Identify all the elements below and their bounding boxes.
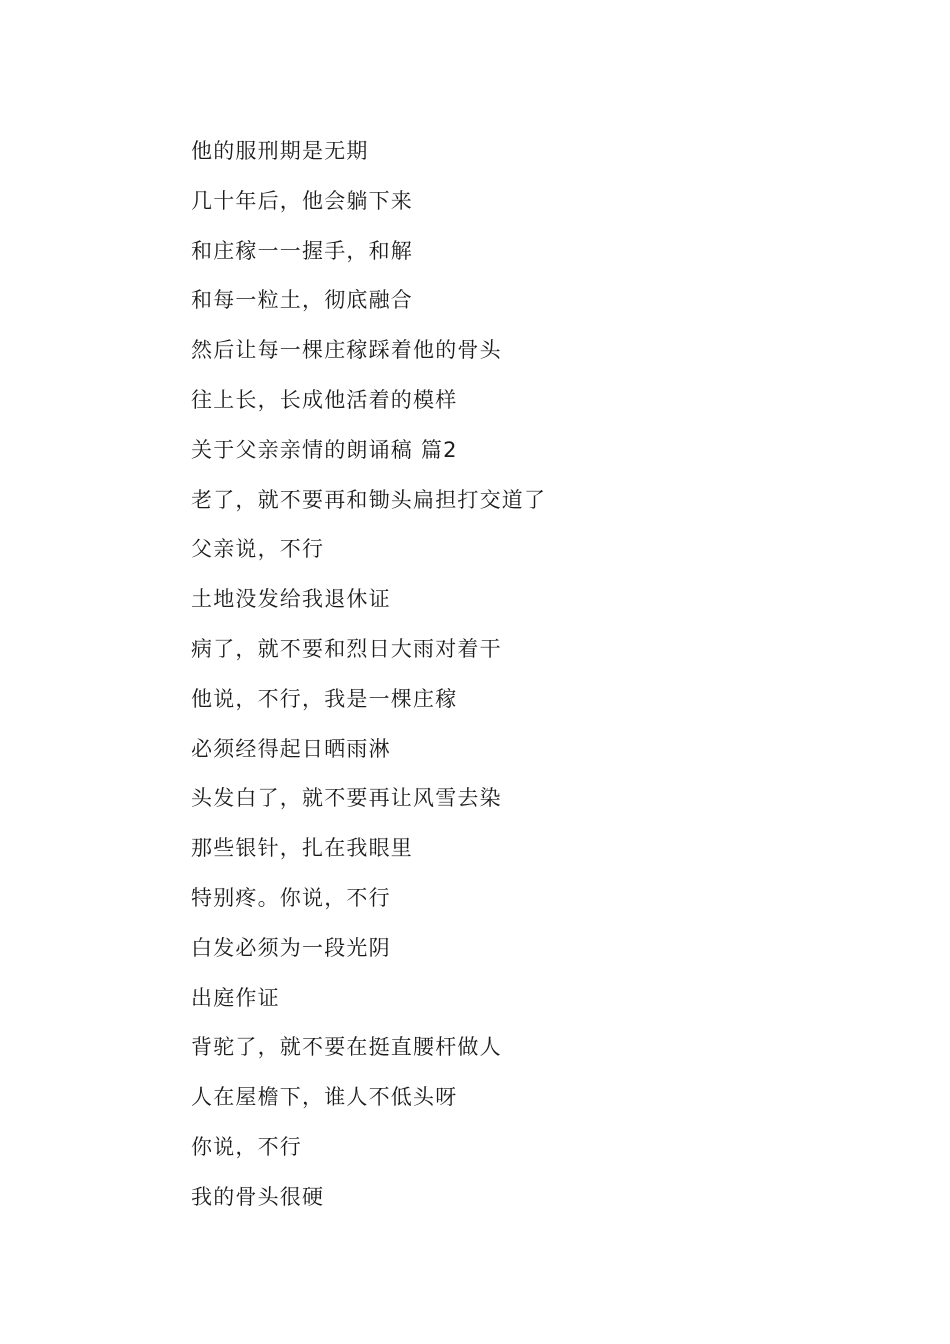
poem-line: 人在屋檐下，谁人不低头呀 xyxy=(191,1085,458,1110)
poem-text xyxy=(191,133,546,1229)
poem-line: 他说，不行，我是一棵庄稼 xyxy=(191,686,458,711)
poem-line: 往上长，长成他活着的模样 xyxy=(191,387,458,412)
poem-line: 背驼了，就不要在挺直腰杆做人 xyxy=(191,1035,502,1060)
poem-line: 土地没发给我退休证 xyxy=(191,587,391,612)
poem-line: 和每一粒土，彻底融合 xyxy=(191,288,413,313)
poem-line: 我的骨头很硬 xyxy=(191,1184,325,1209)
poem-line: 特别疼。你说，不行 xyxy=(191,885,391,910)
poem-line: 出庭作证 xyxy=(191,985,280,1010)
poem-line: 白发必须为一段光阴 xyxy=(191,935,391,960)
poem-line: 和庄稼一一握手，和解 xyxy=(191,238,413,263)
poem-line: 那些银针，扎在我眼里 xyxy=(191,836,413,861)
poem-line: 必须经得起日晒雨淋 xyxy=(191,736,391,761)
poem-line: 然后让每一棵庄稼踩着他的骨头 xyxy=(191,338,502,363)
poem-line: 父亲说，不行 xyxy=(191,537,325,562)
poem-line: 几十年后，他会躺下来 xyxy=(191,188,413,213)
section-heading: 关于父亲亲情的朗诵稿 篇2 xyxy=(191,437,458,462)
poem-line: 病了，就不要和烈日大雨对着干 xyxy=(191,636,502,661)
poem-line: 你说，不行 xyxy=(191,1134,302,1159)
poem-line: 老了，就不要再和锄头扁担打交道了 xyxy=(191,487,547,512)
poem-line: 他的服刑期是无期 xyxy=(191,139,369,163)
poem-line: 头发白了，就不要再让风雪去染 xyxy=(191,786,502,811)
